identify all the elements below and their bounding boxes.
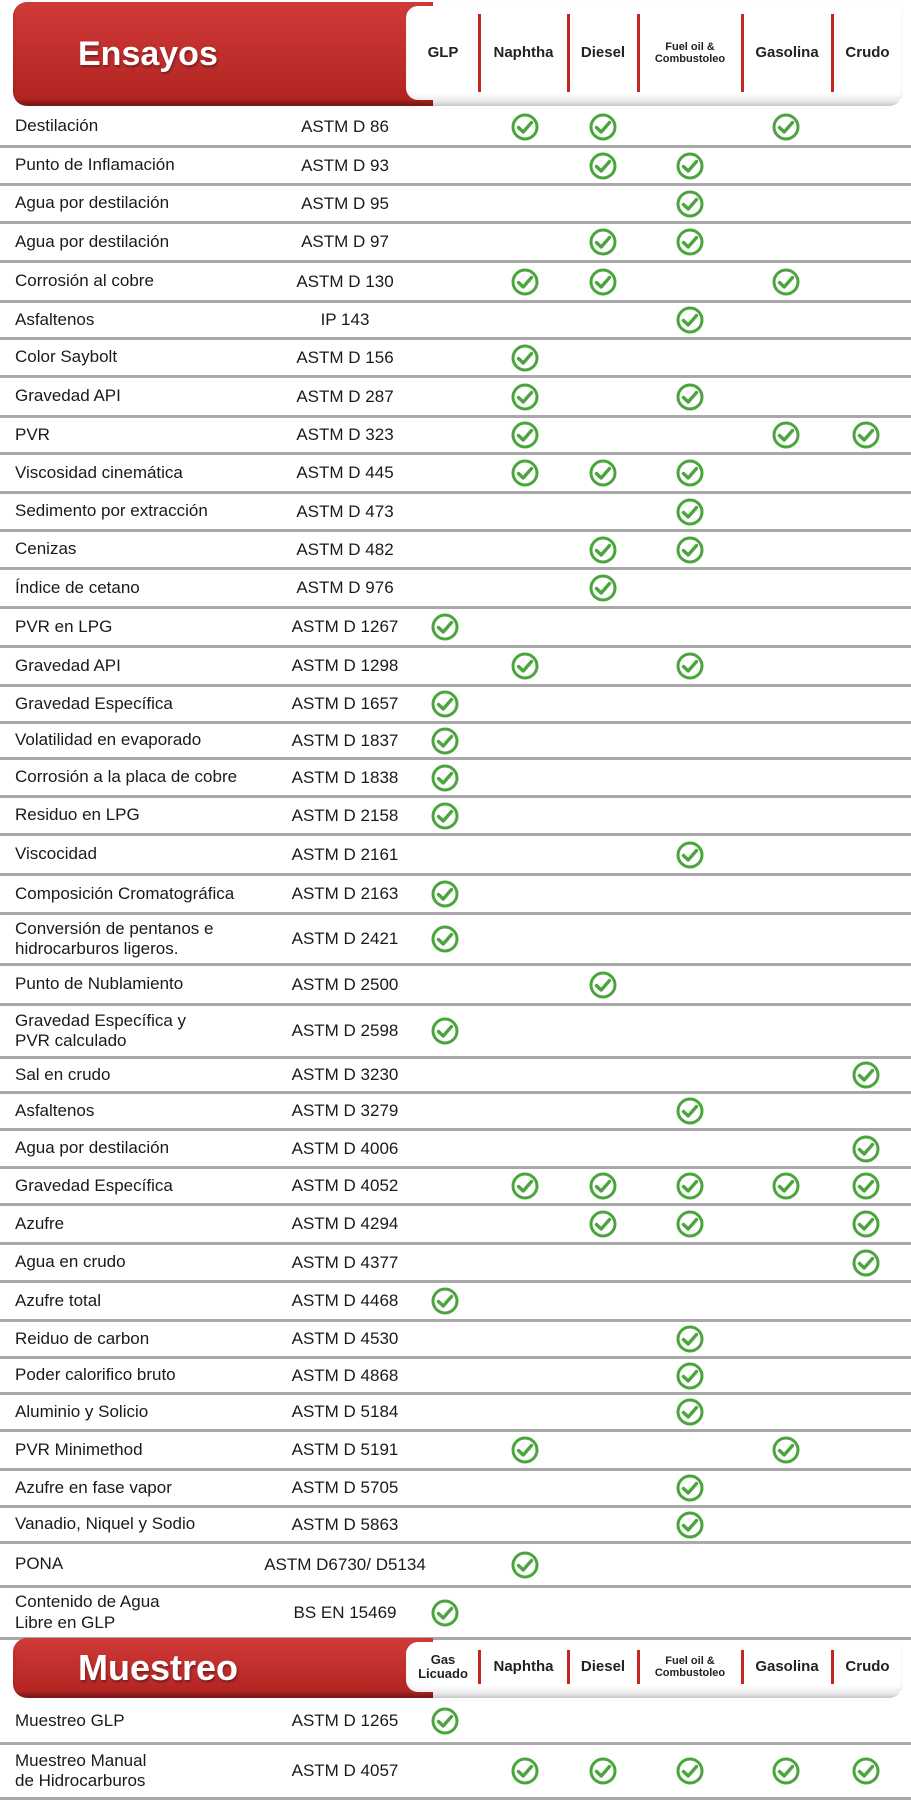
test-name: Gravedad Específica y PVR calculado [15, 1010, 187, 1050]
ensayos-row [0, 148, 911, 186]
test-name: Color Saybolt [15, 347, 118, 367]
muestreo-column-header: Naphtha [493, 1657, 554, 1675]
ensayos-row [0, 648, 911, 687]
ensayos-column-header: Diesel [580, 43, 626, 61]
check-circle-icon [589, 1757, 617, 1785]
test-name: Agua por destilación [15, 193, 170, 213]
test-name: Poder calorifico bruto [15, 1365, 176, 1385]
test-name: Asfaltenos [15, 309, 95, 329]
ensayos-title: Ensayos [78, 34, 218, 73]
ensayos-row [0, 1094, 911, 1131]
test-name: Aluminio y Solicio [15, 1401, 149, 1421]
standard-code: ASTM D 1657 [291, 694, 399, 713]
standard-code: ASTM D 4294 [291, 1214, 399, 1233]
check-circle-icon [676, 1325, 704, 1353]
standard-code: ASTM D 3230 [291, 1065, 399, 1084]
ensayos-row [0, 108, 911, 148]
check-circle-icon [511, 268, 539, 296]
test-name: Muestreo Manual de Hidrocarburos [15, 1750, 147, 1790]
ensayos-row [0, 532, 911, 570]
check-circle-icon [772, 113, 800, 141]
standard-code: ASTM D 95 [301, 193, 389, 213]
check-circle-icon [511, 344, 539, 372]
check-circle-icon [772, 1436, 800, 1464]
check-circle-icon [676, 152, 704, 180]
check-circle-icon [676, 1362, 704, 1390]
ensayos-row [0, 455, 911, 494]
standard-code: ASTM D 4530 [291, 1329, 399, 1348]
ensayos-row [0, 1283, 911, 1322]
ensayos-row [0, 836, 911, 876]
check-circle-icon [676, 536, 704, 564]
test-name: Residuo en LPG [15, 805, 140, 825]
standard-code: ASTM D 2500 [291, 974, 399, 994]
column-separator [478, 1650, 481, 1684]
test-name: PONA [15, 1554, 64, 1574]
check-circle-icon [772, 268, 800, 296]
muestreo-row [0, 1700, 911, 1745]
ensayos-row [0, 1544, 911, 1588]
check-circle-icon [852, 1757, 880, 1785]
check-circle-icon [431, 690, 459, 718]
test-name: Composición Cromatográfica [15, 883, 235, 903]
check-circle-icon [431, 880, 459, 908]
ensayos-column-header: Fuel oil & Combustoleo [654, 40, 726, 65]
check-circle-icon [676, 1511, 704, 1539]
muestreo-row [0, 1745, 911, 1800]
muestreo-header [13, 1638, 903, 1698]
check-circle-icon [589, 152, 617, 180]
test-name: Agua por destilación [15, 231, 170, 251]
standard-code: ASTM D 5184 [291, 1402, 399, 1421]
check-circle-icon [676, 228, 704, 256]
ensayos-row [0, 687, 911, 724]
check-circle-icon [852, 1249, 880, 1277]
check-circle-icon [511, 383, 539, 411]
standard-code: IP 143 [320, 310, 370, 329]
test-name: Índice de cetano [15, 577, 140, 597]
test-name: Azufre total [15, 1290, 101, 1310]
standard-code: ASTM D 5191 [291, 1440, 399, 1459]
muestreo-title: Muestreo [78, 1647, 239, 1688]
test-name: Reiduo de carbon [15, 1328, 150, 1348]
check-circle-icon [852, 1135, 880, 1163]
check-circle-icon [589, 459, 617, 487]
test-name: Punto de Inflamación [15, 155, 175, 175]
ensayos-row [0, 570, 911, 609]
test-name: Sal en crudo [15, 1064, 111, 1084]
test-name: Corrosión a la placa de cobre [15, 767, 238, 787]
check-circle-icon [676, 1474, 704, 1502]
check-circle-icon [676, 841, 704, 869]
ensayos-row [0, 1359, 911, 1395]
ensayos-row [0, 418, 911, 455]
muestreo-column-header: Fuel oil & Combustoleo [654, 1654, 726, 1679]
ensayos-row [0, 263, 911, 303]
standard-code: ASTM D 86 [301, 116, 389, 136]
ensayos-row [0, 1395, 911, 1432]
check-circle-icon [676, 1757, 704, 1785]
column-separator [831, 1650, 834, 1684]
check-circle-icon [852, 421, 880, 449]
standard-code: ASTM D 323 [296, 425, 394, 444]
standard-code: ASTM D 473 [296, 501, 394, 521]
check-circle-icon [431, 1599, 459, 1627]
test-name: Asfaltenos [15, 1100, 95, 1120]
ensayos-row [0, 224, 911, 263]
column-separator [478, 14, 481, 92]
ensayos-row [0, 340, 911, 378]
standard-code: ASTM D 1838 [291, 767, 399, 787]
check-circle-icon [589, 1210, 617, 1238]
check-circle-icon [676, 1210, 704, 1238]
check-circle-icon [431, 925, 459, 953]
standard-code: ASTM D 3279 [291, 1101, 399, 1120]
standard-code: ASTM D 482 [296, 539, 394, 559]
ensayos-row [0, 1059, 911, 1094]
check-circle-icon [676, 652, 704, 680]
ensayos-row [0, 1006, 911, 1059]
test-name: Corrosión al cobre [15, 271, 154, 291]
test-name: PVR Minimethod [15, 1439, 143, 1459]
column-separator [637, 1650, 640, 1684]
standard-code: ASTM D 4868 [291, 1365, 399, 1385]
test-name: Volatilidad en evaporado [15, 730, 202, 750]
standard-code: ASTM D 97 [301, 232, 389, 251]
check-circle-icon [431, 802, 459, 830]
ensayos-row [0, 1588, 911, 1640]
ensayos-row [0, 724, 911, 760]
standard-code: ASTM D 156 [296, 347, 394, 367]
standard-code: ASTM D 1265 [291, 1711, 399, 1730]
ensayos-row [0, 186, 911, 224]
check-circle-icon [431, 1017, 459, 1045]
ensayos-row [0, 494, 911, 532]
ensayos-row [0, 1322, 911, 1359]
standard-code: ASTM D 5863 [291, 1514, 399, 1534]
ensayos-row [0, 1206, 911, 1245]
test-name: Sedimento por extracción [15, 501, 208, 521]
test-name: PVR [15, 424, 50, 444]
test-name: Contenido de Agua Libre en GLP [15, 1592, 160, 1632]
check-circle-icon [431, 764, 459, 792]
standard-code: ASTM D 4377 [291, 1252, 399, 1272]
standard-code: ASTM D 1298 [291, 656, 399, 675]
check-circle-icon [676, 1097, 704, 1125]
standard-code: ASTM D 2421 [291, 929, 399, 948]
check-circle-icon [511, 652, 539, 680]
standard-code: ASTM D 1267 [291, 617, 399, 636]
ensayos-row [0, 966, 911, 1006]
check-circle-icon [589, 1172, 617, 1200]
standard-code: ASTM D 4006 [291, 1138, 399, 1158]
standard-code: ASTM D 976 [296, 578, 394, 597]
standard-code: ASTM D 5705 [291, 1478, 399, 1497]
ensayos-row [0, 1131, 911, 1169]
test-name: Azufre en fase vapor [15, 1477, 172, 1497]
column-separator [567, 14, 570, 92]
test-name: Gravedad Específica [15, 693, 173, 713]
check-circle-icon [676, 383, 704, 411]
test-name: PVR en LPG [15, 616, 113, 636]
check-circle-icon [589, 971, 617, 999]
muestreo-column-header: Gas Licuado [418, 1651, 468, 1681]
check-circle-icon [589, 574, 617, 602]
check-circle-icon [511, 1757, 539, 1785]
test-name: Viscosidad cinemática [15, 462, 183, 482]
ensayos-row [0, 303, 911, 340]
standard-code: ASTM D 2163 [291, 884, 399, 903]
check-circle-icon [589, 228, 617, 256]
check-circle-icon [852, 1210, 880, 1238]
ensayos-row [0, 760, 911, 798]
ensayos-column-header: GLP [427, 43, 459, 61]
check-circle-icon [676, 498, 704, 526]
muestreo-column-header: Diesel [580, 1657, 626, 1675]
standard-code: ASTM D 4057 [291, 1761, 399, 1780]
standard-code: ASTM D 93 [301, 155, 389, 175]
test-name: Conversión de pentanos e hidrocarburos ligeros. [15, 918, 214, 958]
test-name: Cenizas [15, 539, 77, 559]
check-circle-icon [431, 613, 459, 641]
check-circle-icon [676, 306, 704, 334]
test-name: Vanadio, Niquel y Sodio [15, 1514, 196, 1534]
ensayos-row [0, 1471, 911, 1508]
test-name: Azufre [15, 1213, 65, 1233]
check-circle-icon [676, 1172, 704, 1200]
check-circle-icon [511, 1436, 539, 1464]
standard-code: ASTM D 1837 [291, 730, 399, 750]
test-name: Gravedad API [15, 655, 121, 675]
column-separator [741, 14, 744, 92]
check-circle-icon [676, 459, 704, 487]
check-circle-icon [589, 268, 617, 296]
check-circle-icon [772, 1172, 800, 1200]
column-separator [831, 14, 834, 92]
check-circle-icon [852, 1061, 880, 1089]
column-separator [741, 1650, 744, 1684]
muestreo-column-header: Crudo [845, 1657, 890, 1675]
column-separator [637, 14, 640, 92]
check-circle-icon [431, 1707, 459, 1735]
standard-code: ASTM D 445 [296, 463, 394, 482]
check-circle-icon [511, 459, 539, 487]
test-name: Agua en crudo [15, 1252, 126, 1272]
check-circle-icon [431, 727, 459, 755]
test-name: Punto de Nublamiento [15, 974, 184, 994]
standard-code: ASTM D 4052 [291, 1176, 399, 1195]
standard-code: BS EN 15469 [293, 1602, 397, 1622]
check-circle-icon [676, 1398, 704, 1426]
check-circle-icon [511, 1172, 539, 1200]
ensayos-row [0, 1508, 911, 1544]
ensayos-row [0, 798, 911, 836]
check-circle-icon [772, 421, 800, 449]
standard-code: ASTM D 2158 [291, 805, 399, 825]
ensayos-row [0, 915, 911, 966]
ensayos-column-header: Crudo [845, 43, 890, 61]
ensayos-row [0, 378, 911, 418]
ensayos-row [0, 1245, 911, 1283]
ensayos-row [0, 609, 911, 648]
check-circle-icon [589, 113, 617, 141]
test-name: Destilación [15, 116, 99, 136]
standard-code: ASTM D 4468 [291, 1291, 399, 1310]
standard-code: ASTM D 2161 [291, 844, 399, 864]
check-circle-icon [772, 1757, 800, 1785]
check-circle-icon [511, 421, 539, 449]
test-name: Agua por destilación [15, 1138, 170, 1158]
ensayos-row [0, 1169, 911, 1206]
check-circle-icon [511, 113, 539, 141]
test-name: Gravedad Específica [15, 1175, 173, 1195]
standard-code: ASTM D6730/ D5134 [264, 1554, 426, 1574]
check-circle-icon [511, 1551, 539, 1579]
check-circle-icon [676, 190, 704, 218]
column-separator [567, 1650, 570, 1684]
ensayos-row [0, 876, 911, 915]
test-name: Viscocidad [15, 844, 97, 864]
ensayos-row [0, 1432, 911, 1471]
muestreo-column-header: Gasolina [755, 1657, 819, 1675]
standard-code: ASTM D 287 [296, 386, 394, 406]
check-circle-icon [852, 1172, 880, 1200]
test-name: Gravedad API [15, 386, 121, 406]
check-circle-icon [431, 1287, 459, 1315]
ensayos-column-header: Naphtha [493, 43, 554, 61]
standard-code: ASTM D 130 [296, 271, 394, 291]
header-red-band [13, 2, 433, 106]
check-circle-icon [589, 536, 617, 564]
ensayos-header [13, 2, 903, 106]
ensayos-column-header: Gasolina [755, 43, 819, 61]
standard-code: ASTM D 2598 [291, 1021, 399, 1040]
test-name: Muestreo GLP [15, 1710, 125, 1730]
